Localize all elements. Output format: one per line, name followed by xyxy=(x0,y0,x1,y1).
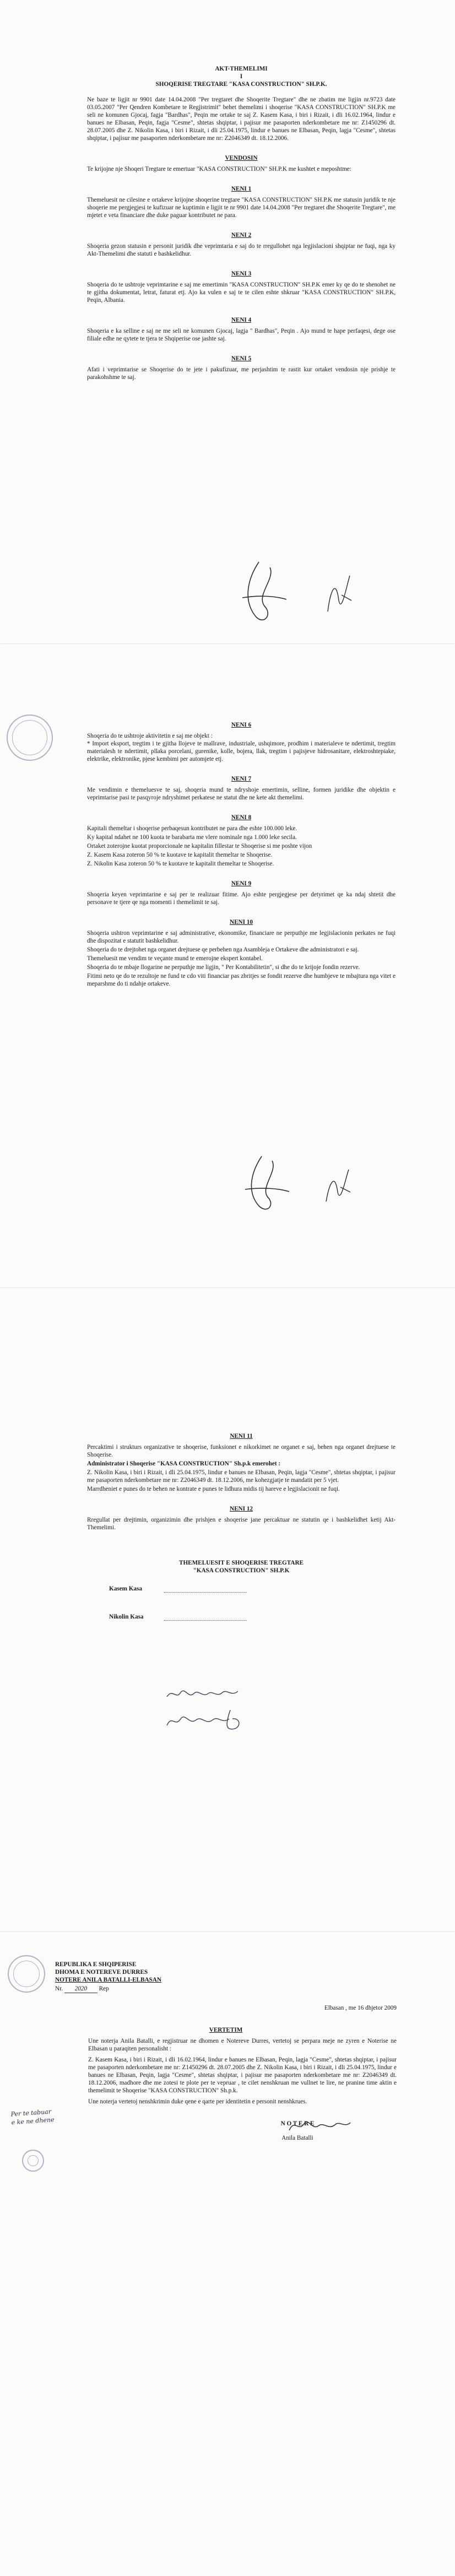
article-6-heading: NENI 6 xyxy=(231,722,252,728)
article-4-heading: NENI 4 xyxy=(231,317,252,323)
article-10-heading: NENI 10 xyxy=(230,919,253,926)
notary-header-republic: REPUBLIKA E SHQIPERISE xyxy=(55,1961,137,1968)
notary-date: Elbasan , me 16 dhjetor 2009 xyxy=(324,2005,397,2011)
article-11-text-3: Z. Nikolin Kasa, i biri i Rizait, i dli 25.04.1975, lindur e banues ne Elbasan, Peqin, lagja "Cesme", shtetas shqiptar, i pajisur me pasaporten nderkombetare me nr: Z2046349 dt. 18.12.2006, me kohezgjatje te mandatit per 5 vjet. xyxy=(87,1469,396,1484)
reference-value: 2020 xyxy=(64,1985,98,1993)
handwritten-signature-nikolin xyxy=(164,1707,247,1734)
article-7-heading: NENI 7 xyxy=(231,776,252,782)
founders-heading: THEMELUESIT E SHOQERISE TREGTARE xyxy=(179,1560,304,1566)
article-10-text-1: Shoqeria ushtron veprimtarine e saj administrative, ekonomike, financiare ne perputhje me legjislacionin perkates ne fuqi dhe dispozitat e statutit bashkelidhur. xyxy=(87,930,396,944)
article-12-heading: NENI 12 xyxy=(230,1506,253,1512)
small-stamp xyxy=(22,2150,44,2172)
article-10-text-3: Themeluesit me vendim te veçante mund te emerojne ekspert kontabel. xyxy=(87,955,263,962)
notary-header-office: NOTERE ANILA BATALLI-ELBASAN xyxy=(55,1977,161,1983)
article-1-text: Themeluesit ne cilesine e ortakeve krijojne shoqerine tregtare "KASA CONSTRUCTION" SH.P.K me statusin juridik te nje shoqerie me pergjegjesi te kufizuar ne kuptimin e ligjit te nr 9901 date 14.04.2008 "Per tregtaret dhe Shoqerite Tregtare", me mjetet e veta financiare dhe duke paguar kontributet ne para. xyxy=(87,197,396,219)
reference-number xyxy=(55,1985,397,1993)
article-3-heading: NENI 3 xyxy=(231,270,252,277)
certificate-text-1: Une noterja Anila Batalli, e regjistruar ne dhomen e Notereve Durres, vertetoj se perpara meje ne zyren e Noterise ne Elbasan u paraqiten personalisht : xyxy=(88,2038,397,2052)
section-heading-vendosin: VENDOSIN xyxy=(225,155,258,161)
reference-label: Nr. xyxy=(55,1985,63,1992)
article-9-text: Shoqeria keyen veprimtarine e saj per te realizuar fitime. Ajo eshte pergjegjese per detyrimet qe ka ndaj shtetit dhe personave te tjere qe nga momenti i themelimit te saj. xyxy=(87,891,396,906)
signature-kasem-kasa xyxy=(226,556,292,628)
article-8-heading: NENI 8 xyxy=(231,814,252,821)
page-4 xyxy=(0,1932,455,2576)
notary-signature xyxy=(286,2114,353,2136)
handwritten-signature-kasem xyxy=(164,1684,241,1703)
doc-title-company: SHOQERISE TREGTARE "KASA CONSTRUCTION" SH.P.K. xyxy=(155,81,327,88)
signature-kasem-kasa xyxy=(231,1151,292,1217)
article-7-text: Me vendimin e themeluesve te saj, shoqeria mund te ndryshoje emertimin, selline, formen juridike dhe objektin e veprimtarise pasi te pasqyroje ndryshimet perkatese ne statut dhe ne kete akt themelimi. xyxy=(87,787,396,801)
signature-nikolin-kasa xyxy=(319,567,358,623)
notary-stamp xyxy=(8,1955,45,1993)
article-5-text: Afati i veprimtarise se Shoqerise do te jete i pakufizuar, me perjashtim te rastit kur ortaket vendosin nje prishje te parakohshme te saj. xyxy=(87,366,396,381)
article-11-text-2: Administrator i Shoqerise "KASA CONSTRUCTION" Sh.p.k emerohet : xyxy=(87,1460,281,1467)
signature-nikolin-kasa xyxy=(319,1162,358,1211)
founder-row-1 xyxy=(109,1584,396,1593)
article-11-heading: NENI 11 xyxy=(230,1433,253,1439)
article-5-heading: NENI 5 xyxy=(231,355,252,362)
article-1-heading: NENI 1 xyxy=(231,186,252,192)
notary-header-chamber: DHOMA E NOTEREVE DURRES xyxy=(55,1969,148,1976)
article-8-text-2: Ky kapital ndahet ne 100 kuota te barabarta me vlere nominale nga 1.000 leke secila. xyxy=(87,834,297,841)
page-2-content xyxy=(87,709,396,991)
doc-title-conj: I xyxy=(240,73,243,80)
article-4-text: Shoqeria e ka selline e saj ne me seli ne komunen Gjocaj, lagja " Bardhas", Peqin . Ajo mund te hape perfaqesi, dege ose filiale edhe ne qytete te tjera te Shqiperise ose jashte saj. xyxy=(87,328,396,342)
article-3-text: Shoqeria do te ushtroje veprimtarine e saj me emertimin "KASA CONSTRUCTION" SH.P.K emer ky qe do te shenohet ne te gjitha dokumentat, letrat, faturat etj. Ajo ka vulen e saj te te cilen eshte shkruar "KASA CONSTRUCTION" SH.P.K, Peqin, Albania. xyxy=(87,282,396,304)
article-2-text: Shoqeria gezon statusin e personit juridik dhe veprimtaria e saj do te rregullohet nga legjislacioni shqiptar ne fuqi, nga ky Akt-Themelimi dhe statuti e bashkelidhur. xyxy=(87,243,396,257)
handwritten-note: Per te tabuar e ke ne dhene xyxy=(10,2108,55,2126)
certificate-text-2: Z. Kasem Kasa, i biri i Rizait, i dli 16.02.1964, lindur e banues ne Elbasan, Peqin, lagja "Cesme", shtetas shqiptar, i pajisur me pasaporten nderkombetare me nr: Z1450296 dt. 28.07.2005 dhe Z. Nikolin Kasa, i biri i Rizait, i dli 25.04.1975, lindur e banues ne Elbasan, Peqin, lagja "Cesme", shtetas shqiptar, i pajisur me pasaporten nderkombetare me nr: Z2046349 dt. 18.12.2006, madhore dhe me zotesi te plote per te vepruar , te cilet nenshkruan me vullnet te lire, ne pranine time aktin e themelimit te Shoqerise "KASA CONSTRUCTION" Sh.p.k. xyxy=(88,2057,397,2094)
certificate-text-3: Une noterja vertetoj nenshkrimin duke qene e qarte per identitetin e personit nenshkrues. xyxy=(88,2098,307,2105)
article-8-text-1: Kapitali themeltar i shoqerise perbaqesun kontributet ne para dhe eshte 100.000 leke. xyxy=(87,825,297,832)
intro-paragraph: Ne baze te ligjit nr 9901 date 14.04.2008 "Per tregtaret dhe Shoqerite Tregtare" dhe ne zbatim me ligjin nr.9723 date 03.05.2007 "Per Qendren Kombetare te Regjistrimit" behet themelimi i shoqerise "KASA CONSTRUCTION" SH.P.K me seli ne komunen Gjocaj, fagja "Bardhas", Peqin me ortake te saj Z. Kasem Kasa, i biri i Rizait, i dli 16.02.1964, lindur e banues ne Elbasan, Peqin, fagja "Cesme", shtetas shqiptar, i pajisur me pasaporten nderkombetare me nr: Z1450296 dt. 28.07.2005 dhe Z. Nikolin Kasa, i biri i Rizait, i dli 25.04.1975, lindur e banues ne Elbasan, Peqin, lagja "Cesme", shtetas shqiptar, i pajisur me pasaporten nderkombetare me nr: Z2046349 dt. 18.12.2006. xyxy=(87,96,396,142)
article-10-text-4: Shoqeria do te mbaje llogarine ne perputhje me ligjin, " Per Kontabilitetin", si dhe do te krijoje fondin rezerve. xyxy=(87,964,360,971)
founder-name: Nikolin Kasa xyxy=(109,1613,144,1620)
article-2-heading: NENI 2 xyxy=(231,232,252,239)
notary-title: N O T E R E xyxy=(280,2120,315,2127)
article-8-text-3: Ortaket zoterojne kuotat proporcionale ne kapitalin fillestar te Shoqerise si me poshte vijon xyxy=(87,843,312,849)
notary-name: Anila Batalli xyxy=(281,2135,313,2141)
page-1-content xyxy=(87,65,396,385)
notary-stamp xyxy=(7,715,53,761)
page-1 xyxy=(0,0,455,644)
article-6-text: Shoqeria do te ushtroje aktivitetin e saj me objekt : * Import eksport, tregtim i te gjitha llojeve te mallrave, industriale, ushqimore, prodhim i materialeve te ndertimit, tregtim materialesh te ndertimit, pllaka porcelani, gurenike, kolle, bojera, llak, tregtim i pajisjeve hidrosanitare, elektroshtepiake, elektrike, elektronike, pjese kembimi per automjete etj. xyxy=(87,733,396,762)
founder-row-2 xyxy=(109,1612,396,1621)
signature-line xyxy=(164,1612,247,1621)
article-9-heading: NENI 9 xyxy=(231,880,252,887)
article-10-text-2: Shoqeria do te drejtohet nga organet drejtuese qe perbehen nga Asambleja e Ortakeve dhe administratori e saj. xyxy=(87,946,359,953)
article-10-text-5: Fitimi neto qe do te rezultoje ne fund te cdo viti financiar pas zbritjes se fondit rezerve dhe humbjeve te mbajtura nga vitet e meparshme do ti ndahje ortakeve. xyxy=(87,973,396,987)
vendosin-text: Te krijojne nje Shoqeri Tregtare te emertuar "KASA CONSTRUCTION" SH.P.K me kushtet e meposhtme: xyxy=(87,166,351,172)
founders-company: "KASA CONSTRUCTION" SH.P.K xyxy=(193,1567,290,1574)
page-2 xyxy=(0,644,455,1288)
article-11-text-1: Percaktimi i strukturs organizative te shoqerise, funksionet e nikorkimet ne organet e saj, behen nga organet drejtuese te Shoqerise. xyxy=(87,1444,396,1458)
article-8-text-4: Z. Kasem Kasa zoteron 50 % te kuotave te kapitalit themeltar te Shoqerise. xyxy=(87,852,273,858)
signature-line xyxy=(164,1584,247,1593)
page-3-content xyxy=(87,1420,396,1621)
certificate-heading: VERTETIM xyxy=(209,2027,243,2033)
page-3 xyxy=(0,1288,455,1932)
reference-rep-label: Rep xyxy=(99,1985,109,1992)
article-8-text-5: Z. Nikolin Kasa zoteron 50 % te kuotave te kapitalit themeltar te Shoqerise. xyxy=(87,861,274,867)
founder-name: Kasem Kasa xyxy=(109,1585,142,1592)
doc-title: AKT-THEMELIMI xyxy=(215,66,268,72)
article-12-text: Rregullat per drejtimin, organizimin dhe prishjen e shoqerise jane percaktuar ne statutin qe i bashkelidhet ketij Akt-Themelimi. xyxy=(87,1517,396,1531)
article-11-text-4: Marrdheniet e punes do te behen ne kontrate e punes te lidhura midis tij hareve e legjislacionit ne fuqi. xyxy=(87,1486,340,1492)
